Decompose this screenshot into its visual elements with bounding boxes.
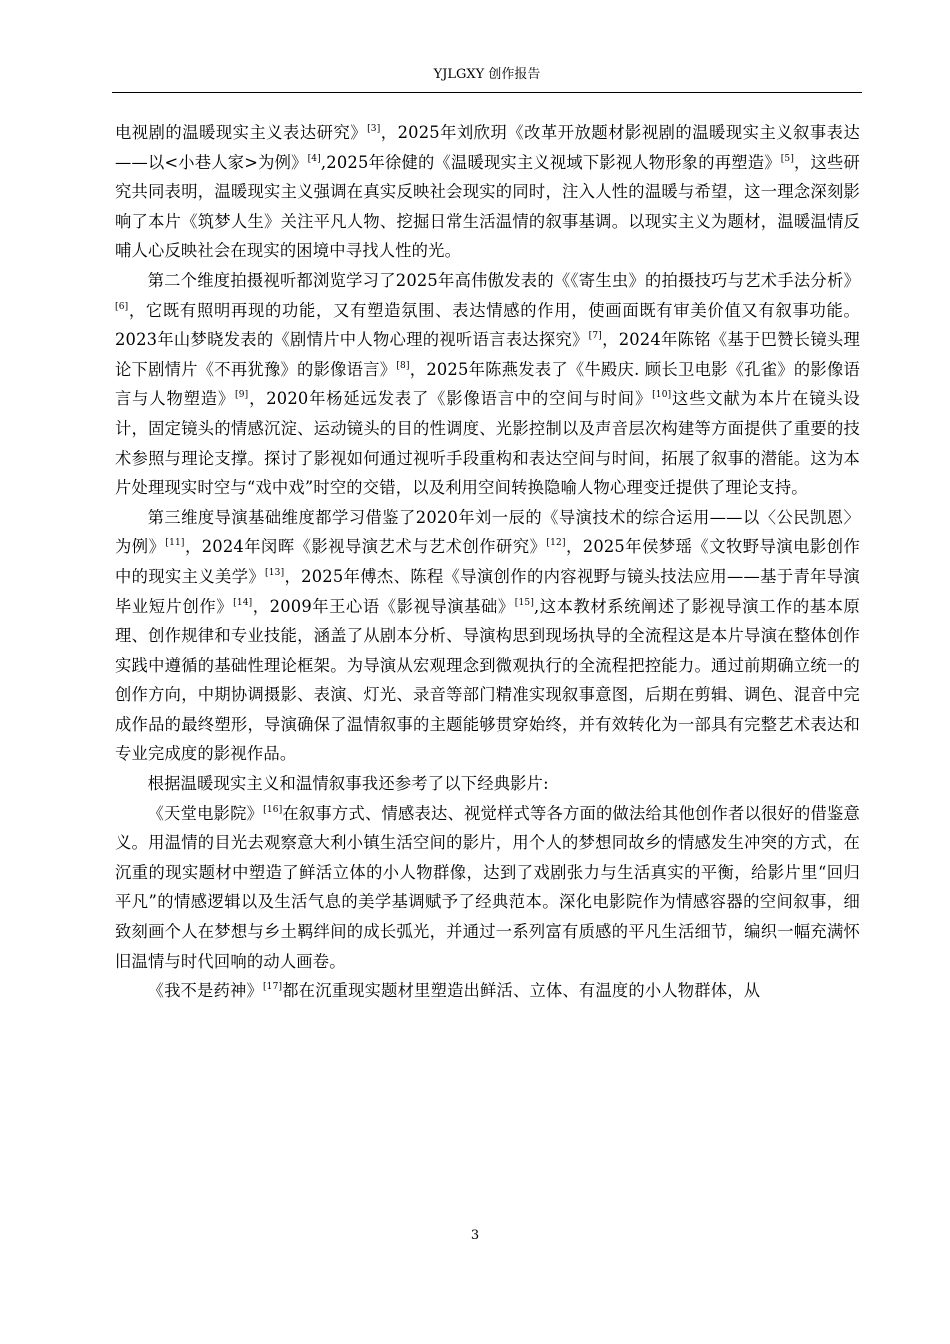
citation-marker: [4] bbox=[307, 153, 321, 164]
paragraph-reference-films-intro bbox=[115, 769, 860, 799]
citation-marker: [9] bbox=[235, 390, 249, 401]
header-divider bbox=[112, 92, 862, 93]
text-run: ，2024年陈铭《基于巴赞长镜头理论下剧情片《不再犹豫》的影像语言》 bbox=[115, 330, 860, 379]
citation-marker: [5] bbox=[780, 153, 795, 164]
paragraph-cinema-paradiso bbox=[115, 799, 860, 977]
text-run: ，2025年侯梦瑶《文牧野导演电影创作中的现实主义美学》 bbox=[115, 537, 860, 586]
citation-marker: [16] bbox=[263, 804, 283, 815]
text-run: ，2025年刘欣玥《改革开放题材影视剧的温暖现实主义叙事表达——以<小巷人家>为例》 bbox=[115, 123, 860, 172]
citation-marker: [15] bbox=[514, 597, 535, 608]
citation-marker: [8] bbox=[396, 360, 410, 371]
paragraph-audiovisual-dimension bbox=[115, 266, 860, 503]
text-run: ，2020年杨延远发表了《影像语言中的空间与时间》 bbox=[248, 389, 653, 409]
page-header: YJLGXY 创作报告 bbox=[433, 67, 541, 82]
citation-marker: [12] bbox=[546, 538, 566, 549]
citation-marker: [7] bbox=[588, 331, 602, 342]
text-run: 《我不是药神》 bbox=[147, 981, 263, 1001]
paragraph-warm-realism-review bbox=[115, 118, 860, 266]
text-run: 第二个维度拍摄视听都浏览学习了2025年高伟傲发表的《《寄生虫》的拍摄技巧与艺术手法分析》 bbox=[147, 270, 860, 290]
text-run: ，它既有照明再现的功能，又有塑造氛围、表达情感的作用，使画面既有审美价值又有叙事功能。2023年山梦晓发表的《剧情片中人物心理的视听语言表达探究》 bbox=[115, 300, 860, 350]
text-run: ，2025年陈燕发表了《牛殿庆. 顾长卫电影《孔雀》的影像语言与人物塑造》 bbox=[115, 359, 860, 409]
text-run: 第三维度导演基础维度都学习借鉴了2020年刘一辰的《导演技术的综合运用——以〈公民凯恩〉为例》 bbox=[115, 507, 860, 557]
text-run: 这些文献为本片在镜头设计，固定镜头的情感沉淀、运动镜头的目的性调度、光影控制以及声音层次构建等方面提供了重要的技术参照与理论支撑。探讨了影视如何通过视听手段重构和表达空间与时间，拓展了叙事的潜能。这为本片处理现实时空与“戏中戏”时空的交错，以及利用空间转换隐喻人物心理变迁提供了理论支持。 bbox=[115, 389, 861, 498]
paragraph-dying-to-survive bbox=[115, 976, 860, 1006]
text-run: ，这些研究共同表明，温暖现实主义强调在真实反映社会现实的同时，注入人性的温暖与希望，这一理念深刻影响了本片《筑梦人生》关注平凡人物、挖掘日常生活温情的叙事基调。以现实主义为题材，温暖温情反哺人心反映社会在现实的困境中寻找人性的光。 bbox=[115, 152, 860, 261]
citation-marker: [3] bbox=[367, 124, 381, 134]
text-run: ,这本教材系统阐述了影视导演工作的基本原理、创作规律和专业技能，涵盖了从剧本分析、导演构思到现场执导的全流程这是本片导演在整体创作实践中遵循的基础性理论框架。为导演从宏观理念到微观执行的全流程把控能力。通过前期确立统一的创作方向，中期协调摄影、表演、灯光、录音等部门精准实现叙事意图，后期在剪辑、调色、混音中完成作品的最终塑形，导演确保了温情叙事的主题能够贯穿始终，并有效转化为一部具有完整艺术表达和专业完成度的影视作品。 bbox=[115, 596, 860, 764]
text-run: 根据温暖现实主义和温情叙事我还参考了以下经典影片: bbox=[147, 774, 549, 794]
body-text bbox=[115, 118, 860, 1006]
paragraph-directing-dimension bbox=[115, 503, 860, 769]
citation-marker: [6] bbox=[115, 301, 129, 312]
text-run: 在叙事方式、情感表达、视觉样式等各方面的做法给其他创作者以很好的借鉴意义。用温情的目光去观察意大利小镇生活空间的影片，用个人的梦想同故乡的情感发生冲突的方式，在沉重的现实题材中塑造了鲜活立体的小人物群像，达到了戏剧张力与生活真实的平衡，给影片里“回归平凡”的情感逻辑以及生活气息的美学基调赋予了经典范本。深化电影院作为情感容器的空间叙事，细致刻画个人在梦想与乡土羁绊间的成长弧光，并通过一系列富有质感的平凡生活细节，编织一幅充满怀旧温情与时代回响的动人画卷。 bbox=[115, 803, 860, 971]
citation-marker: [13] bbox=[265, 567, 285, 578]
citation-marker: [14] bbox=[233, 597, 253, 608]
page-number: 3 bbox=[470, 1228, 480, 1243]
text-run: 电视剧的温暖现实主义表达研究》 bbox=[115, 123, 368, 142]
text-run: ,2025年徐健的《温暖现实主义视域下影视人物形象的再塑造》 bbox=[320, 152, 781, 172]
text-run: ，2024年闵晖《影视导演艺术与艺术创作研究》 bbox=[184, 537, 547, 557]
citation-marker: [17] bbox=[262, 982, 283, 993]
citation-marker: [10] bbox=[652, 390, 672, 401]
citation-marker: [11] bbox=[165, 538, 185, 549]
text-run: 都在沉重现实题材里塑造出鲜活、立体、有温度的小人物群体，从 bbox=[282, 981, 761, 1001]
text-run: 《天堂电影院》 bbox=[147, 803, 264, 823]
text-run: ，2025年傅杰、陈程《导演创作的内容视野与镜头技法应用——基于青年导演毕业短片创作》 bbox=[115, 566, 860, 616]
text-run: ，2009年王心语《影视导演基础》 bbox=[252, 596, 515, 616]
